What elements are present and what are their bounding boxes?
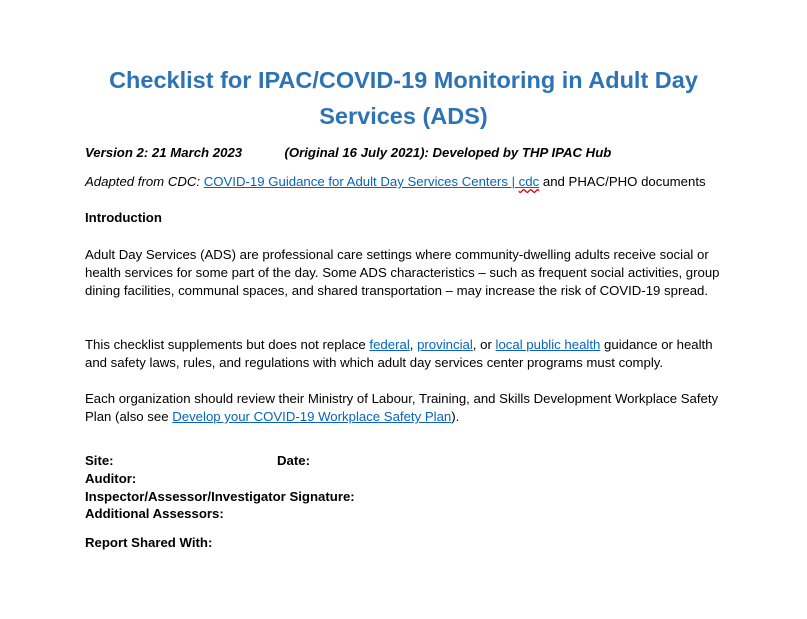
para3-after: ). <box>451 409 460 424</box>
workplace-safety-plan-link[interactable]: Develop your COVID-19 Workplace Safety Plan <box>172 409 452 424</box>
federal-link[interactable]: federal <box>369 337 410 352</box>
paragraph-intro: Adult Day Services (ADS) are professional care settings where community-dwelling adults receive social or health services for some part of the day. Some ADS characteristics – such as frequent social activities, group dining facilities, communal spaces, and shared transportation – may increase the risk of COVID-19 spread. <box>85 247 720 298</box>
version-text: Version 2: 21 March 2023 <box>85 145 243 160</box>
para2-sep2: , or <box>472 337 496 352</box>
adapted-prefix: Adapted from CDC: <box>85 174 204 189</box>
version-line <box>85 144 611 162</box>
adapted-suffix: and PHAC/PHO documents <box>539 174 706 189</box>
document-title: Checklist for IPAC/COVID-19 Monitoring in Adult Day Services (ADS) <box>109 67 698 129</box>
paragraph-supplement <box>85 336 725 372</box>
adapted-line <box>85 173 706 191</box>
original-text: (Original 16 July 2021): Developed by THP IPAC Hub <box>284 145 612 160</box>
auditor-label: Auditor: <box>85 471 137 486</box>
introduction-heading: Introduction <box>85 210 162 225</box>
cdc-guidance-link-text: COVID-19 Guidance for Adult Day Services Centers | <box>203 174 519 189</box>
cdc-link-text: cdc <box>518 174 540 189</box>
report-shared-label: Report Shared With: <box>85 535 213 550</box>
paragraph-safety-plan <box>85 390 725 426</box>
para2-before: This checklist supplements but does not replace <box>85 337 370 352</box>
provincial-link[interactable]: provincial <box>417 337 473 352</box>
local-public-health-link[interactable]: local public health <box>495 337 601 352</box>
cdc-guidance-link[interactable] <box>204 174 539 189</box>
date-label: Date: <box>277 453 310 468</box>
para2-after: guidance or health and safety laws, rules, and regulations with which adult day services center programs must comply. <box>85 337 713 370</box>
para2-sep1: , <box>409 337 418 352</box>
site-label: Site: <box>85 453 114 468</box>
additional-assessors-label: Additional Assessors: <box>85 506 224 521</box>
para3-before: Each organization should review their Ministry of Labour, Training, and Skills Development Workplace Safety Plan (also see <box>85 391 719 424</box>
signature-label: Inspector/Assessor/Investigator Signature: <box>85 489 355 504</box>
